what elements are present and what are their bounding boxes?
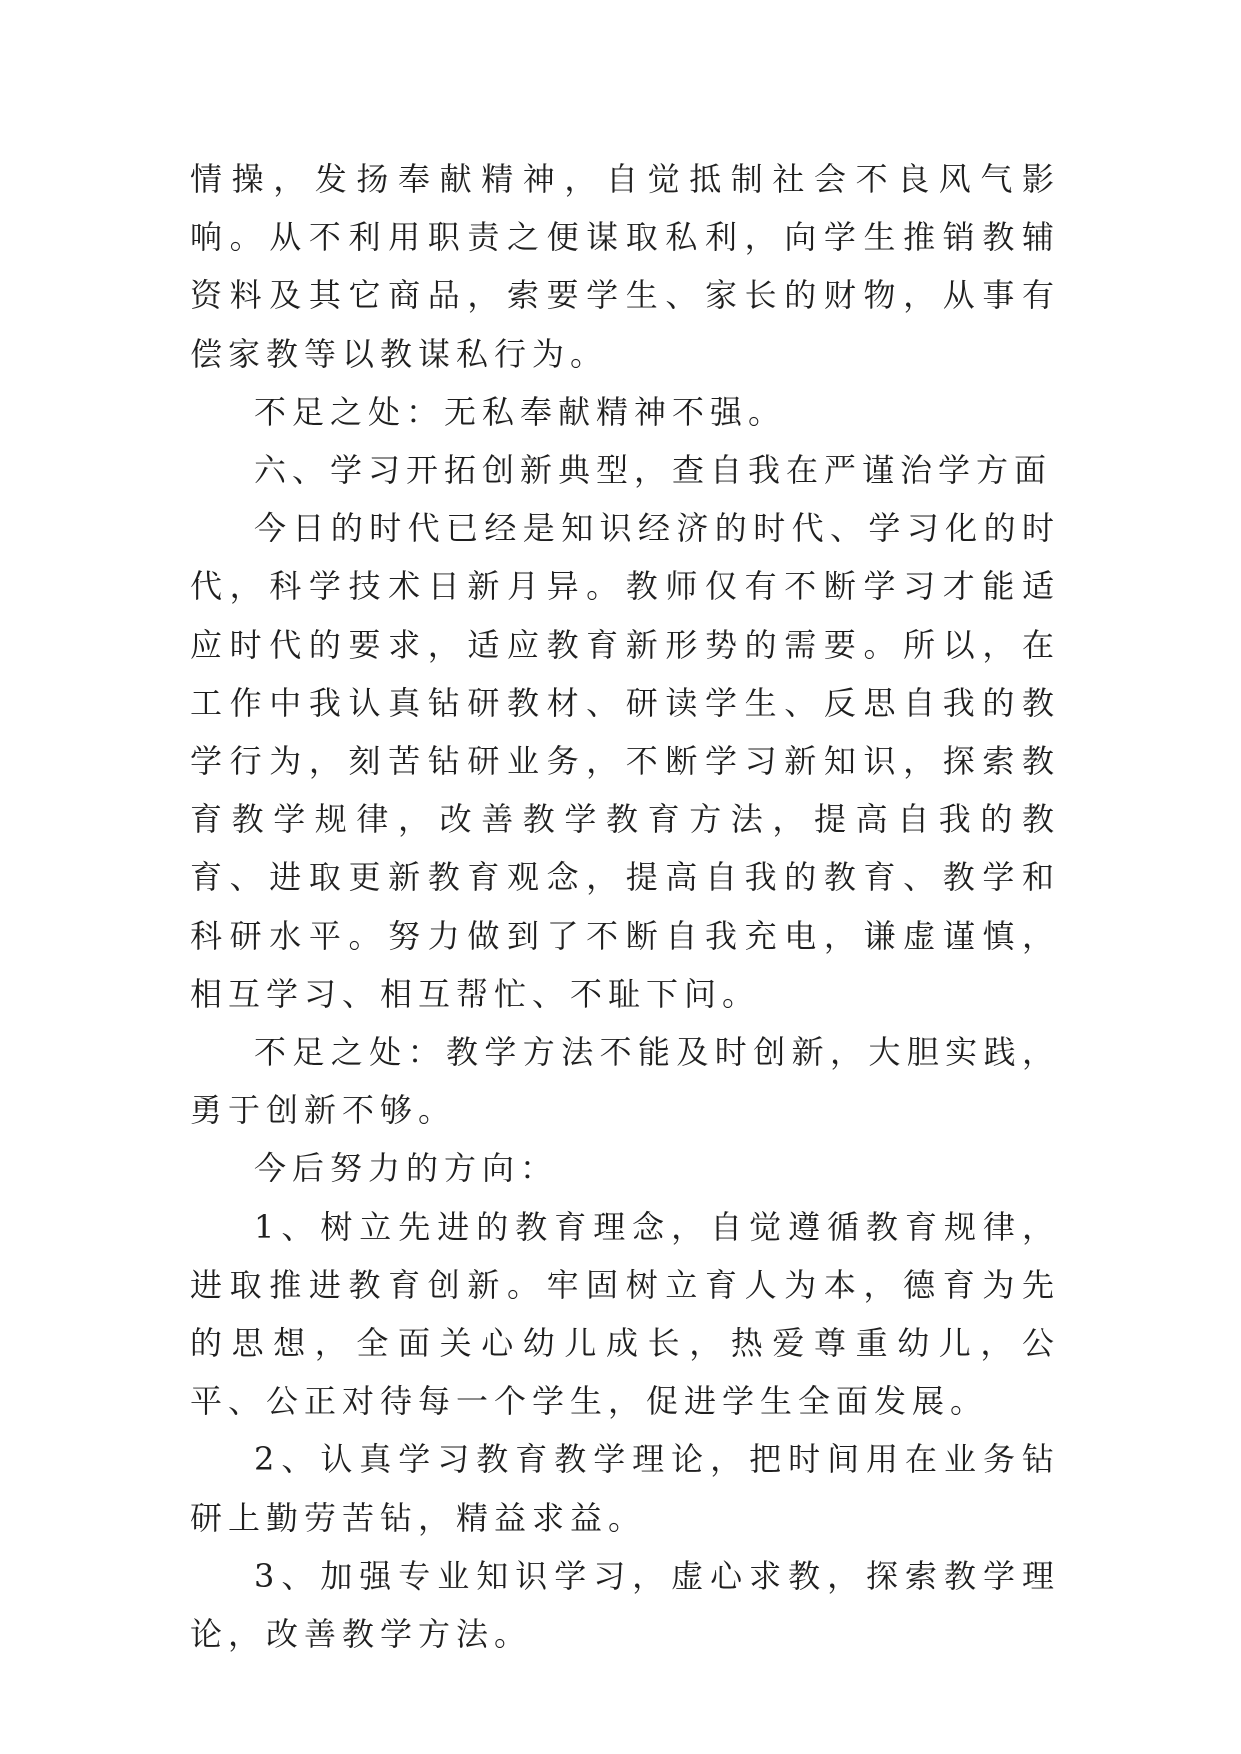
paragraph-shortcoming-2: 不足之处：教学方法不能及时创新，大胆实践，勇于创新不够。 <box>190 1033 1060 1130</box>
paragraph-shortcoming-1: 不足之处：无私奉献精神不强。 <box>254 392 787 431</box>
paragraph-future-direction-heading: 今后努力的方向： <box>254 1149 559 1188</box>
list-item-1: 1、树立先进的教育理念，自觉遵循教育规律，进取推进教育创新。牢固树立育人为本，德育为先的思想，全面关心幼儿成长，热爱尊重幼儿，公平、公正对待每一个学生，促进学生全面发展。 <box>190 1207 1060 1421</box>
paragraph-learning: 今日的时代已经是知识经济的时代、学习化的时代，科学技术日新月异。教师仅有不断学习才能适应时代的要求，适应教育新形势的需要。所以，在工作中我认真钻研教材、研读学生、反思自我的教学行为，刻苦钻研业务，不断学习新知识，探索教育教学规律，改善教学教育方法，提高自我的教育、进取更新教育观念，提高自我的教育、教学和科研水平。努力做到了不断自我充电，谦虚谨慎，相互学习、相互帮忙、不耻下问。 <box>190 509 1060 1013</box>
list-item-3: 3、加强专业知识学习，虚心求教，探索教学理论，改善教学方法。 <box>190 1556 1060 1654</box>
document-body <box>190 150 1060 1663</box>
paragraph-continuation: 情操，发扬奉献精神，自觉抵制社会不良风气影响。从不利用职责之便谋取私利，向学生推销教辅资料及其它商品，索要学生、家长的财物，从事有偿家教等以教谋私行为。 <box>190 160 1060 373</box>
section-heading-six: 六、学习开拓创新典型，查自我在严谨治学方面 <box>254 451 1053 490</box>
list-item-2: 2、认真学习教育教学理论，把时间用在业务钻研上勤劳苦钻，精益求益。 <box>190 1440 1060 1537</box>
